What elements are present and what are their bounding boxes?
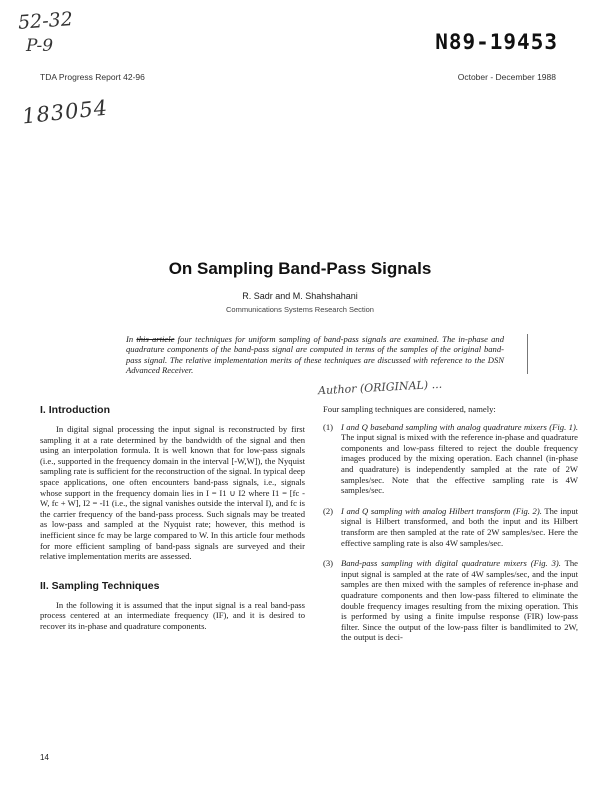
handwritten-note-top: 52-32 — [17, 8, 74, 34]
paper-title: On Sampling Band-Pass Signals — [168, 259, 432, 278]
abstract-struck-text: this article — [136, 334, 175, 344]
techniques-intro: Four sampling techniques are considered, namely: — [323, 404, 496, 414]
abstract-body: four techniques for uniform sampling of band-pass signals are examined. The in-phase and quadrature components of the band-pass signal are computed in terms of the samples of the original band-pass signal. The relative implementation merits of these techniques are discussed with reference to the DSN Advanced Receiver. — [126, 334, 504, 376]
margin-bracket — [515, 334, 528, 374]
technique-item — [323, 422, 578, 496]
introduction-paragraph: In digital signal processing the input signal is reconstructed by first sampling it at a rate determined by the bandwidth of the signal and then using an interpolation formula. It is well known that for low-pass signals (i.e., supported in the frequency domain in the interval [-W,W]), the Nyquist sampling rate is sufficient for the reconstruction of the signal. In typical deep space applications, one often encounters band-pass signals, i.e., signals whose support in the frequency domain lies in I = I1 ∪ I2 where I1 = [fc - W, fc + W], I2 = -I1 (i.e., the signal vanishes outside the interval I), and fc is the carrier frequency of the band-pass process. Such signals may be treated as low-pass and sampled at the Nyquist rate; however, this method is inefficient since fc may be large compared to W. In this article four methods for more efficient sampling of band-pass signals are surveyed and their relative implementation merits are assessed. — [40, 424, 305, 562]
paper-authors: R. Sadr and M. Shahshahani — [242, 291, 358, 301]
left-column — [40, 404, 305, 632]
handwritten-note-number: 183054 — [20, 95, 110, 129]
report-date: October - December 1988 — [457, 72, 556, 82]
item-lead: Band-pass sampling with digital quadrature mixers (Fig. 3). — [341, 558, 561, 569]
technique-item — [323, 506, 578, 548]
right-column — [323, 404, 578, 653]
sampling-paragraph: In the following it is assumed that the input signal is a real band-pass process centered at an intermediate frequency (IF), and it is desired to recover its in-phase and quadrature components. — [40, 599, 305, 631]
section-heading-sampling: II. Sampling Techniques — [40, 579, 160, 592]
abstract-lead: In — [126, 334, 137, 344]
item-body: The input signal is mixed with the reference in-phase and quadrature components and low-pass filtered to reject the double frequency images produced by the mixing operation. Each channel (in-phase and quadrature) is independently sampled at the rate of 2W samples/sec. Note that the effective sampling rate is 4W samples/sec. — [341, 432, 578, 496]
technique-item — [323, 558, 578, 643]
item-body: The input signal is sampled at the rate of 4W samples/sec, and the input samples are then mixed with the samples of reference in-phase and quadrature components and then low-pass filtered to eliminate the double frequency images resulting from the mixing operation. This is performed by using a finite impulse response (FIR) low-pass filter. Since the output of the low-pass filter is bandlimited to 2W, the output is deci- — [341, 558, 578, 643]
author-affiliation: Communications Systems Research Section — [226, 305, 374, 314]
item-lead: I and Q sampling with analog Hilbert transform (Fig. 2). — [341, 505, 542, 516]
handwritten-annotation: Author (ORIGINAL) ... — [317, 377, 443, 398]
report-series: TDA Progress Report 42-96 — [40, 72, 145, 82]
handwritten-note-middle: P-9 — [26, 36, 54, 56]
item-body: The input signal is Hilbert transformed, and both the input and its Hilbert transform are then sampled at the rate of 2W samples/sec. Here the effective sampling rate is also 4W samples/sec. — [341, 505, 579, 548]
item-lead: I and Q baseband sampling with analog quadrature mixers (Fig. 1). — [341, 421, 578, 432]
page-number: 14 — [40, 753, 49, 762]
item-number: (3) — [323, 558, 334, 569]
item-number: (2) — [323, 505, 334, 516]
abstract — [126, 334, 504, 376]
item-number: (1) — [323, 421, 334, 432]
section-heading-introduction: I. Introduction — [40, 404, 110, 416]
accession-number: N89-19453 — [435, 30, 558, 54]
